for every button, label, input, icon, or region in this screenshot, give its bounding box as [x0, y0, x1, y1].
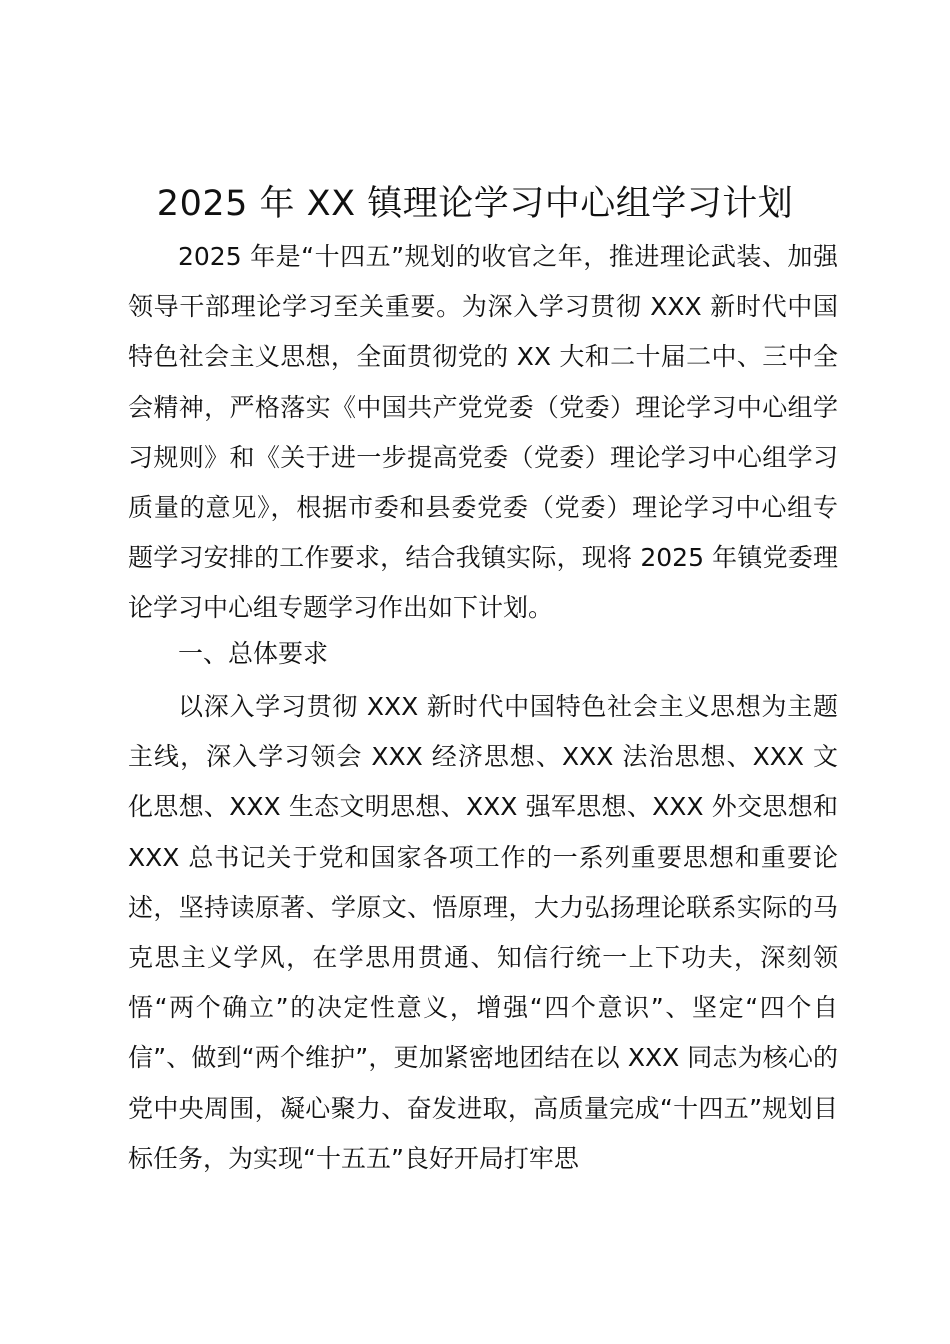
intro-paragraph: 2025 年是“十四五”规划的收官之年，推进理论武装、加强领导干部理论学习至关重要。为深入学习贯彻 XXX 新时代中国特色社会主义思想，全面贯彻党的 XX 大和二十届二中、三中全会精神，严格落实《中国共产党党委（党委）理论学习中心组学习规则》和《关于进一步提高党委（党委）理论学习中心组学习质量的意见》，根据市委和县委党委（党委）理论学习中心组专题学习安排的工作要求，结合我镇实际，现将 2025 年镇党委理论学习中心组专题学习作出如下计划。 — [128, 242, 838, 623]
document-title: 2025 年 XX 镇理论学习中心组学习计划 — [156, 184, 794, 224]
section-paragraph-overall-requirements: 以深入学习贯彻 XXX 新时代中国特色社会主义思想为主题主线，深入学习领会 XXX 经济思想、XXX 法治思想、XXX 文化思想、XXX 生态文明思想、XXX 强军思想、XXX 外交思想和 XXX 总书记关于党和国家各项工作的一系列重要思想和重要论述，坚持读原著、学原文、悟原理，大力弘扬理论联系实际的马克思主义学风，在学思用贯通、知信行统一上下功夫，深刻领悟“两个确立”的决定性意义，增强“四个意识”、坚定“四个自信”、做到“两个维护”，更加紧密地团结在以 XXX 同志为核心的党中央周围，凝心聚力、奋发进取，高质量完成“十四五”规划目标任务，为实现“十五五”良好开局打牢思 — [128, 692, 838, 1173]
section-heading-overall-requirements: 一、总体要求 — [178, 639, 329, 668]
